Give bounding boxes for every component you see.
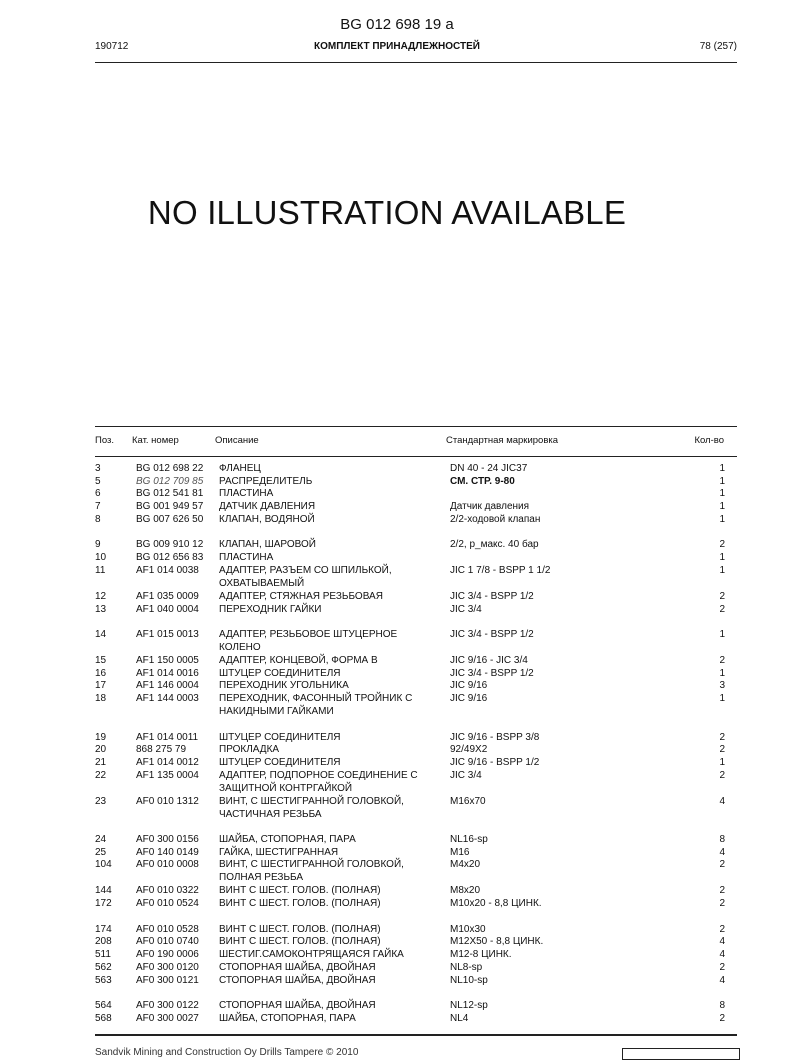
row-description: ВИНТ, С ШЕСТИГРАННОЙ ГОЛОВКОЙ, ПОЛНАЯ РЕЗЬБА bbox=[219, 859, 404, 883]
row-description: ШТУЦЕР СОЕДИНИТЕЛЯ bbox=[219, 757, 341, 768]
row-catalog-number: AF0 010 0322 bbox=[136, 885, 199, 896]
row-standard-marking: M10x30 bbox=[450, 924, 486, 935]
row-quantity: 2 bbox=[719, 924, 725, 935]
row-pos: 5 bbox=[95, 476, 101, 487]
row-standard-marking: СМ. СТР. 9-80 bbox=[450, 476, 515, 487]
row-description: АДАПТЕР, РАЗЪЕМ СО ШПИЛЬКОЙ, ОХВАТЫВАЕМЫЙ bbox=[219, 565, 392, 589]
row-pos: 208 bbox=[95, 936, 112, 947]
row-catalog-number: AF1 014 0012 bbox=[136, 757, 199, 768]
row-standard-marking: 2/2, р_макс. 40 бар bbox=[450, 539, 539, 550]
row-catalog-number: BG 012 709 85 bbox=[136, 476, 204, 487]
row-catalog-number: AF1 014 0038 bbox=[136, 565, 199, 576]
row-pos: 16 bbox=[95, 668, 107, 679]
row-description: ГАЙКА, ШЕСТИГРАННАЯ bbox=[219, 847, 339, 858]
row-description: ШТУЦЕР СОЕДИНИТЕЛЯ bbox=[219, 732, 341, 743]
row-quantity: 2 bbox=[719, 1013, 725, 1024]
row-catalog-number: AF0 300 0027 bbox=[136, 1013, 199, 1024]
row-pos: 13 bbox=[95, 604, 107, 615]
row-pos: 11 bbox=[95, 565, 106, 576]
row-standard-marking: M10x20 - 8,8 ЦИНК. bbox=[450, 898, 542, 909]
row-pos: 12 bbox=[95, 591, 107, 602]
row-standard-marking: JIC 9/16 bbox=[450, 693, 488, 704]
row-catalog-number: BG 009 910 12 bbox=[136, 539, 204, 550]
row-description: РАСПРЕДЕЛИТЕЛЬ bbox=[219, 476, 313, 487]
row-catalog-number: AF1 135 0004 bbox=[136, 770, 199, 781]
row-pos: 17 bbox=[95, 680, 107, 691]
row-quantity: 1 bbox=[719, 629, 725, 640]
row-description: ВИНТ С ШЕСТ. ГОЛОВ. (ПОЛНАЯ) bbox=[219, 898, 381, 909]
row-pos: 562 bbox=[95, 962, 112, 973]
row-quantity: 1 bbox=[719, 476, 725, 487]
row-description: ВИНТ С ШЕСТ. ГОЛОВ. (ПОЛНАЯ) bbox=[219, 924, 381, 935]
document-code: BG 012 698 19 a bbox=[340, 16, 454, 33]
table-header-pos: Поз. bbox=[95, 435, 114, 446]
row-standard-marking: NL8-sp bbox=[450, 962, 483, 973]
row-standard-marking: M8x20 bbox=[450, 885, 481, 896]
header-rule bbox=[95, 62, 737, 63]
row-standard-marking: DN 40 - 24 JIC37 bbox=[450, 463, 528, 474]
row-quantity: 8 bbox=[719, 1000, 725, 1011]
row-quantity: 2 bbox=[719, 962, 725, 973]
row-quantity: 4 bbox=[719, 796, 725, 807]
row-quantity: 2 bbox=[719, 604, 725, 615]
row-quantity: 2 bbox=[719, 744, 725, 755]
row-quantity: 2 bbox=[719, 885, 725, 896]
row-standard-marking: M4x20 bbox=[450, 859, 481, 870]
row-pos: 21 bbox=[95, 757, 107, 768]
row-pos: 144 bbox=[95, 885, 112, 896]
row-quantity: 4 bbox=[719, 949, 725, 960]
row-catalog-number: AF1 014 0016 bbox=[136, 668, 199, 679]
row-catalog-number: AF0 300 0121 bbox=[136, 975, 199, 986]
row-description: ПЕРЕХОДНИК, ФАСОННЫЙ ТРОЙНИК С НАКИДНЫМИ ГАЙКАМИ bbox=[219, 693, 413, 717]
row-pos: 8 bbox=[95, 514, 101, 525]
row-catalog-number: BG 012 698 22 bbox=[136, 463, 204, 474]
row-pos: 174 bbox=[95, 924, 112, 935]
row-standard-marking: JIC 3/4 bbox=[450, 770, 482, 781]
row-pos: 7 bbox=[95, 501, 101, 512]
table-bottom-rule bbox=[95, 1034, 737, 1036]
table-header-qty: Кол-во bbox=[694, 435, 724, 446]
row-standard-marking: JIC 3/4 - BSPP 1/2 bbox=[450, 629, 534, 640]
row-catalog-number: BG 001 949 57 bbox=[136, 501, 204, 512]
row-description: СТОПОРНАЯ ШАЙБА, ДВОЙНАЯ bbox=[219, 1000, 376, 1011]
row-pos: 19 bbox=[95, 732, 107, 743]
row-standard-marking: 92/49X2 bbox=[450, 744, 488, 755]
row-standard-marking: Датчик давления bbox=[450, 501, 530, 512]
row-description: ПЕРЕХОДНИК ГАЙКИ bbox=[219, 604, 322, 615]
row-pos: 18 bbox=[95, 693, 107, 704]
row-catalog-number: AF0 010 0528 bbox=[136, 924, 199, 935]
row-description: КЛАПАН, ВОДЯНОЙ bbox=[219, 514, 315, 525]
row-standard-marking: JIC 9/16 bbox=[450, 680, 488, 691]
row-catalog-number: AF0 300 0122 bbox=[136, 1000, 199, 1011]
row-pos: 104 bbox=[95, 859, 112, 870]
row-quantity: 2 bbox=[719, 859, 725, 870]
row-standard-marking: NL16-sp bbox=[450, 834, 488, 845]
row-catalog-number: AF0 190 0006 bbox=[136, 949, 199, 960]
row-description: ДАТЧИК ДАВЛЕНИЯ bbox=[219, 501, 316, 512]
row-description: ПРОКЛАДКА bbox=[219, 744, 280, 755]
page-title: КОМПЛЕКТ ПРИНАДЛЕЖНОСТЕЙ bbox=[314, 41, 480, 52]
row-quantity: 2 bbox=[719, 898, 725, 909]
row-description: ШАЙБА, СТОПОРНАЯ, ПАРА bbox=[219, 1013, 356, 1024]
row-description: АДАПТЕР, ПОДПОРНОЕ СОЕДИНЕНИЕ С ЗАЩИТНОЙ КОНТРГАЙКОЙ bbox=[219, 770, 418, 794]
row-quantity: 1 bbox=[719, 565, 725, 576]
table-top-rule bbox=[95, 426, 737, 427]
row-description: АДАПТЕР, РЕЗЬБОВОЕ ШТУЦЕРНОЕ КОЛЕНО bbox=[219, 629, 398, 653]
row-standard-marking: NL12-sp bbox=[450, 1000, 488, 1011]
row-quantity: 1 bbox=[719, 693, 725, 704]
row-quantity: 1 bbox=[719, 488, 725, 499]
no-illustration-text: NO ILLUSTRATION AVAILABLE bbox=[147, 194, 627, 231]
row-description: АДАПТЕР, КОНЦЕВОЙ, ФОРМА В bbox=[219, 655, 378, 666]
row-pos: 24 bbox=[95, 834, 107, 845]
page-number: 78 (257) bbox=[699, 41, 737, 52]
row-standard-marking: NL4 bbox=[450, 1013, 469, 1024]
table-header-cat: Кат. номер bbox=[132, 435, 179, 446]
row-catalog-number: AF0 010 0008 bbox=[136, 859, 199, 870]
row-description: ПЛАСТИНА bbox=[219, 488, 274, 499]
row-description: ВИНТ С ШЕСТ. ГОЛОВ. (ПОЛНАЯ) bbox=[219, 885, 381, 896]
row-catalog-number: AF0 010 1312 bbox=[136, 796, 199, 807]
row-quantity: 1 bbox=[719, 757, 725, 768]
row-description: ВИНТ С ШЕСТ. ГОЛОВ. (ПОЛНАЯ) bbox=[219, 936, 381, 947]
row-pos: 9 bbox=[95, 539, 101, 550]
row-description: АДАПТЕР, СТЯЖНАЯ РЕЗЬБОВАЯ bbox=[219, 591, 383, 602]
row-description: ШТУЦЕР СОЕДИНИТЕЛЯ bbox=[219, 668, 341, 679]
row-pos: 25 bbox=[95, 847, 107, 858]
footer-copyright: Sandvik Mining and Construction Oy Drills Tampere © 2010 bbox=[95, 1047, 359, 1058]
row-pos: 563 bbox=[95, 975, 112, 986]
row-catalog-number: AF1 150 0005 bbox=[136, 655, 199, 666]
row-pos: 3 bbox=[95, 463, 101, 474]
row-catalog-number: AF1 035 0009 bbox=[136, 591, 199, 602]
row-quantity: 1 bbox=[719, 552, 725, 563]
row-catalog-number: AF0 010 0740 bbox=[136, 936, 199, 947]
row-pos: 15 bbox=[95, 655, 107, 666]
row-pos: 14 bbox=[95, 629, 107, 640]
row-pos: 568 bbox=[95, 1013, 112, 1024]
row-description: ШАЙБА, СТОПОРНАЯ, ПАРА bbox=[219, 834, 356, 845]
row-standard-marking: 2/2-ходовой клапан bbox=[450, 514, 541, 525]
row-description: ПЛАСТИНА bbox=[219, 552, 274, 563]
row-pos: 6 bbox=[95, 488, 101, 499]
header-date: 190712 bbox=[95, 41, 129, 52]
row-standard-marking: JIC 3/4 - BSPP 1/2 bbox=[450, 591, 534, 602]
table-header-std: Стандартная маркировка bbox=[446, 435, 559, 446]
row-quantity: 4 bbox=[719, 975, 725, 986]
row-description: ВИНТ, С ШЕСТИГРАННОЙ ГОЛОВКОЙ, ЧАСТИЧНАЯ РЕЗЬБА bbox=[219, 796, 404, 820]
row-quantity: 1 bbox=[719, 463, 725, 474]
row-description: ШЕСТИГ.САМОКОНТРЯЩАЯСЯ ГАЙКА bbox=[219, 949, 404, 960]
row-standard-marking: M16 bbox=[450, 847, 470, 858]
row-standard-marking: NL10-sp bbox=[450, 975, 488, 986]
row-standard-marking: JIC 1 7/8 - BSPP 1 1/2 bbox=[450, 565, 551, 576]
row-standard-marking: JIC 9/16 - BSPP 1/2 bbox=[450, 757, 540, 768]
row-standard-marking: M12X50 - 8,8 ЦИНК. bbox=[450, 936, 544, 947]
row-description: СТОПОРНАЯ ШАЙБА, ДВОЙНАЯ bbox=[219, 962, 376, 973]
row-quantity: 1 bbox=[719, 514, 725, 525]
row-quantity: 1 bbox=[719, 501, 725, 512]
row-catalog-number: AF0 300 0156 bbox=[136, 834, 199, 845]
row-description: СТОПОРНАЯ ШАЙБА, ДВОЙНАЯ bbox=[219, 975, 376, 986]
row-catalog-number: BG 007 626 50 bbox=[136, 514, 204, 525]
row-catalog-number: AF1 015 0013 bbox=[136, 629, 199, 640]
row-catalog-number: AF1 014 0011 bbox=[136, 732, 199, 743]
row-quantity: 3 bbox=[719, 680, 725, 691]
row-description: КЛАПАН, ШАРОВОЙ bbox=[219, 539, 316, 550]
row-catalog-number: AF1 040 0004 bbox=[136, 604, 199, 615]
row-catalog-number: AF0 300 0120 bbox=[136, 962, 199, 973]
row-quantity: 2 bbox=[719, 770, 725, 781]
row-quantity: 4 bbox=[719, 847, 725, 858]
table-header-rule bbox=[95, 456, 737, 457]
row-pos: 172 bbox=[95, 898, 112, 909]
row-catalog-number: AF1 146 0004 bbox=[136, 680, 199, 691]
row-pos: 564 bbox=[95, 1000, 112, 1011]
row-description: ФЛАНЕЦ bbox=[219, 463, 261, 474]
row-catalog-number: BG 012 656 83 bbox=[136, 552, 204, 563]
row-quantity: 8 bbox=[719, 834, 725, 845]
row-catalog-number: BG 012 541 81 bbox=[136, 488, 204, 499]
row-catalog-number: AF0 010 0524 bbox=[136, 898, 199, 909]
row-pos: 20 bbox=[95, 744, 107, 755]
row-description: ПЕРЕХОДНИК УГОЛЬНИКА bbox=[219, 680, 349, 691]
row-standard-marking: JIC 3/4 bbox=[450, 604, 482, 615]
row-quantity: 2 bbox=[719, 539, 725, 550]
row-catalog-number: AF1 144 0003 bbox=[136, 693, 199, 704]
row-pos: 23 bbox=[95, 796, 107, 807]
row-standard-marking: JIC 9/16 - JIC 3/4 bbox=[450, 655, 528, 666]
row-standard-marking: JIC 9/16 - BSPP 3/8 bbox=[450, 732, 540, 743]
row-standard-marking: M16x70 bbox=[450, 796, 486, 807]
row-quantity: 2 bbox=[719, 655, 725, 666]
row-standard-marking: JIC 3/4 - BSPP 1/2 bbox=[450, 668, 534, 679]
row-quantity: 4 bbox=[719, 936, 725, 947]
row-catalog-number: AF0 140 0149 bbox=[136, 847, 199, 858]
row-standard-marking: M12-8 ЦИНК. bbox=[450, 949, 512, 960]
row-quantity: 2 bbox=[719, 732, 725, 743]
table-header-desc: Описание bbox=[215, 435, 259, 446]
row-quantity: 2 bbox=[719, 591, 725, 602]
row-catalog-number: 868 275 79 bbox=[136, 744, 187, 755]
footer-logo bbox=[622, 1048, 740, 1060]
row-quantity: 1 bbox=[719, 668, 725, 679]
row-pos: 22 bbox=[95, 770, 107, 781]
row-pos: 10 bbox=[95, 552, 107, 563]
row-pos: 511 bbox=[95, 949, 111, 960]
